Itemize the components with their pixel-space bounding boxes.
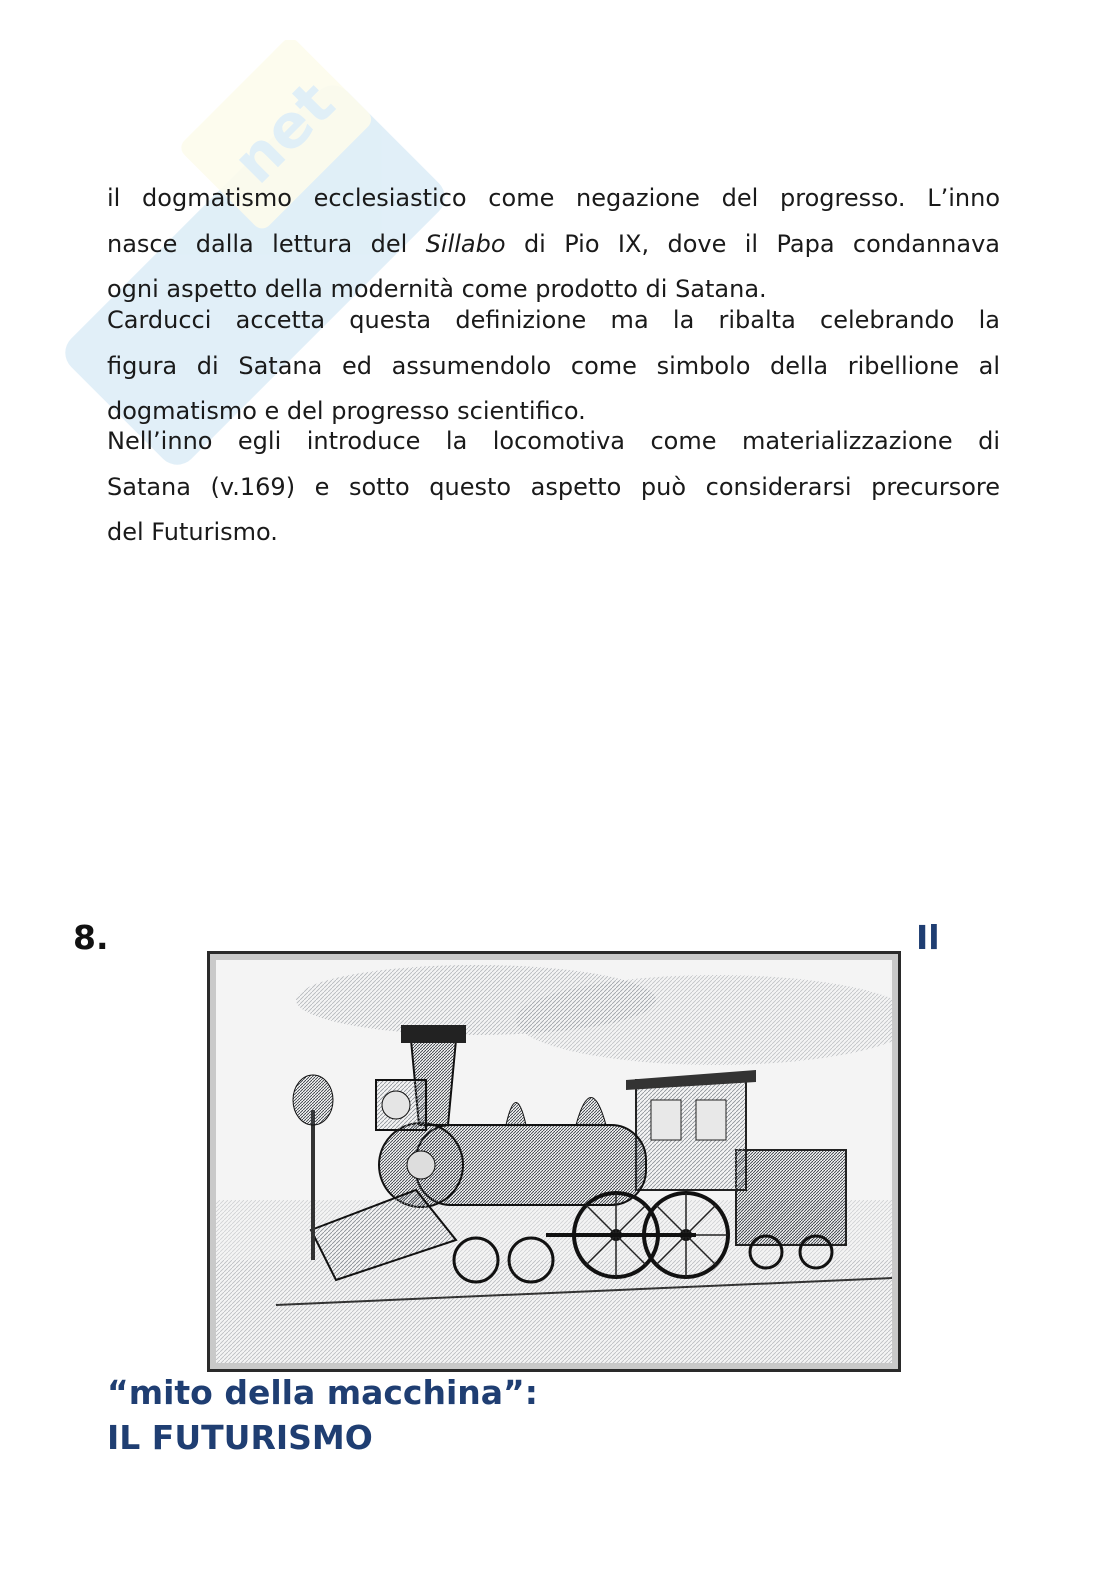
heading-line-1: “mito della macchina”: xyxy=(107,1373,538,1412)
text-line: ogni aspetto della modernità come prodotto di Satana. xyxy=(107,275,767,303)
text-line: del Futurismo. xyxy=(107,518,278,546)
text-line: nasce dalla lettura del Sillabo di Pio IX, dove il Papa condannava xyxy=(107,229,1001,258)
heading-first-word: Il xyxy=(916,918,940,957)
paragraph-1 xyxy=(107,176,1000,313)
text-line: Carducci accetta questa definizione ma la ribalta celebrando la xyxy=(107,306,1000,334)
heading-line-2: IL FUTURISMO xyxy=(107,1418,373,1457)
paragraph-3 xyxy=(107,419,1000,556)
watermark-text: net xyxy=(219,68,349,198)
text-line: il dogmatismo ecclesiastico come negazione del progresso. L’inno xyxy=(107,184,1000,212)
text-line: figura di Satana ed assumendolo come simbolo della ribellione al xyxy=(107,351,1000,380)
text-line: Nell’inno egli introduce la locomotiva come materializzazione di xyxy=(107,427,1000,455)
locomotive-engraving xyxy=(207,951,901,1372)
text-line: Satana (v.169) e sotto questo aspetto può considerarsi precursore xyxy=(107,472,1000,501)
section-number: 8. xyxy=(73,918,109,957)
paragraph-2 xyxy=(107,298,1000,435)
locomotive-icon xyxy=(216,960,892,1363)
sillabo-italic: Sillabo xyxy=(425,229,506,258)
text-line: dogmatismo e del progresso scientifico. xyxy=(107,397,586,425)
